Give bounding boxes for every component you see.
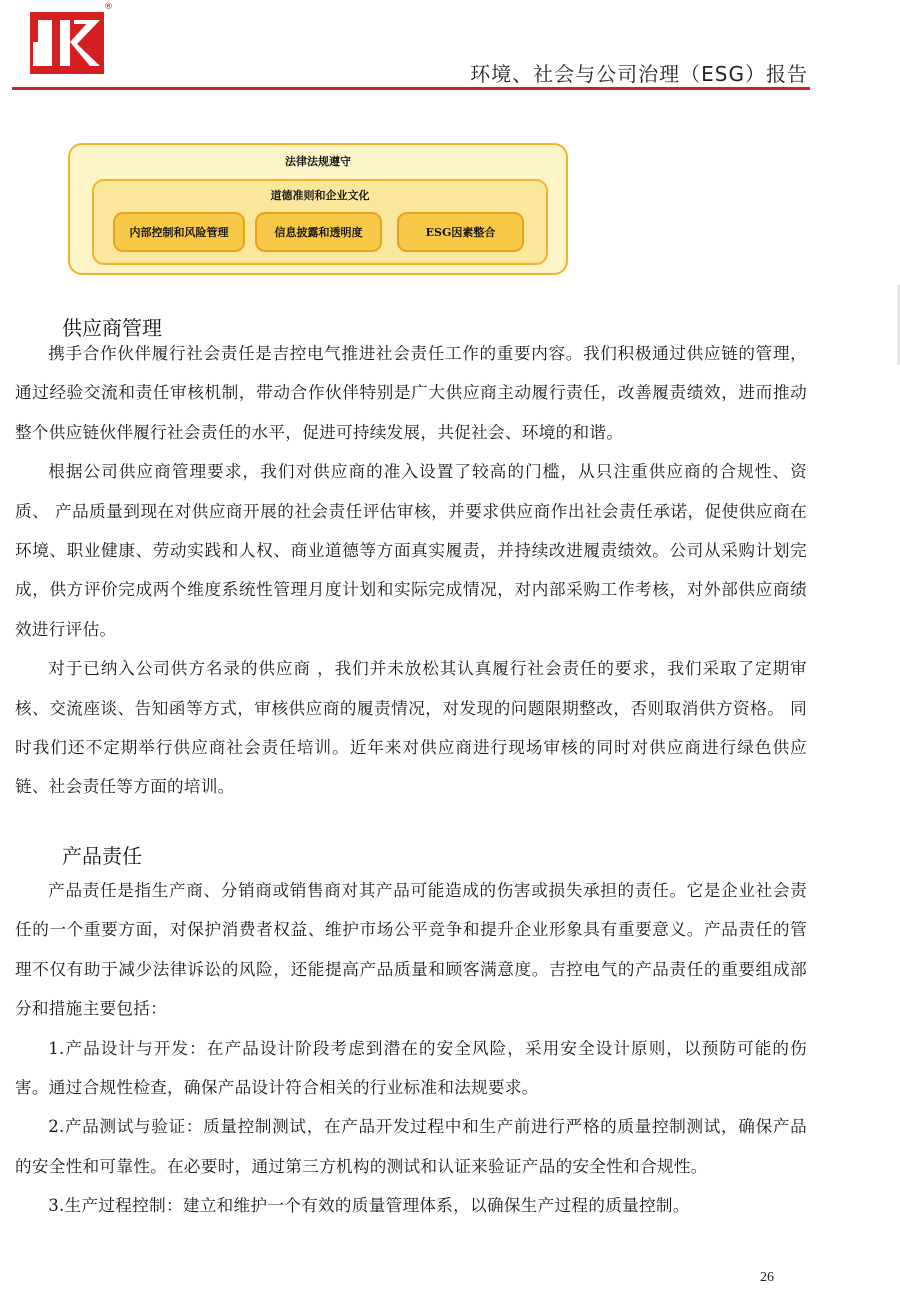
governance-diagram xyxy=(68,143,568,275)
header-divider xyxy=(12,87,810,90)
diagram-outer-label: 法律法规遵守 xyxy=(285,155,351,168)
paragraph: 携手合作伙伴履行社会责任是吉控电气推进社会责任工作的重要内容。我们积极通过供应链的管理，通过经验交流和责任审核机制，带动合作伙伴特别是广大供应商主动履行责任，改善履责绩效，进而推动整个供应链伙伴履行社会责任的水平，促进可持续发展，共促社会、环境的和谐。 xyxy=(15,344,807,442)
registered-mark: ® xyxy=(104,2,113,12)
section-title-supplier: 供应商管理 xyxy=(62,316,162,340)
product-body xyxy=(15,871,807,1226)
diagram-outer-box xyxy=(68,143,568,275)
paragraph: 2.产品测试与验证：质量控制测试，在产品开发过程中和生产前进行严格的质量控制测试，确保产品的安全性和可靠性。在必要时，通过第三方机构的测试和认证来验证产品的安全性和合规性。 xyxy=(15,1117,807,1176)
report-title: 环境、社会与公司治理（ESG）报告 xyxy=(470,62,808,86)
diagram-inner-box-internal-control: 内部控制和风险管理 xyxy=(113,212,245,252)
diagram-inner-box-esg: ESG因素整合 xyxy=(397,212,524,252)
paragraph: 根据公司供应商管理要求，我们对供应商的准入设置了较高的门槛，从只注重供应商的合规性、资质、 产品质量到现在对供应商开展的社会责任评估审核，并要求供应商作出社会责任承诺，促使供应商在环境、职业健康、劳动实践和人权、商业道德等方面真实履责，并持续改进履责绩效。公司从采购计划完成，供方评价完成两个维度系统性管理月度计划和实际完成情况，对内部采购工作考核，对外部供应商绩效进行评估。 xyxy=(15,462,807,639)
diagram-inner-box-disclosure: 信息披露和透明度 xyxy=(255,212,382,252)
section-title-product: 产品责任 xyxy=(62,844,142,868)
diagram-middle-label: 道德准则和企业文化 xyxy=(270,189,370,202)
supplier-body xyxy=(15,334,807,807)
paragraph: 1.产品设计与开发：在产品设计阶段考虑到潜在的安全风险，采用安全设计原则，以预防可能的伤害。通过合规性检查，确保产品设计符合相关的行业标准和法规要求。 xyxy=(15,1038,807,1098)
paragraph: 产品责任是指生产商、分销商或销售商对其产品可能造成的伤害或损失承担的责任。它是企业社会责任的一个重要方面，对保护消费者权益、维护市场公平竞争和提升企业形象具有重要意义。产品责任的管理不仅有助于减少法律诉讼的风险，还能提高产品质量和顾客满意度。吉控电气的产品责任的重要组成部分和措施主要包括： xyxy=(15,881,807,1019)
paragraph: 对于已纳入公司供方名录的供应商 ，我们并未放松其认真履行社会责任的要求，我们采取了定期审核、交流座谈、告知函等方式，审核供应商的履责情况，对发现的问题限期整改，否则取消供方资格。 同时我们还不定期举行供应商社会责任培训。近年来对供应商进行现场审核的同时对供应商进行绿色供应链、社会责任等方面的培训。 xyxy=(15,659,807,797)
diagram-middle-box xyxy=(92,179,548,265)
jk-logo-icon xyxy=(30,12,104,74)
page-number: 26 xyxy=(760,1270,774,1285)
paragraph: 3.生产过程控制：建立和维护一个有效的质量管理体系，以确保生产过程的质量控制。 xyxy=(48,1196,690,1216)
